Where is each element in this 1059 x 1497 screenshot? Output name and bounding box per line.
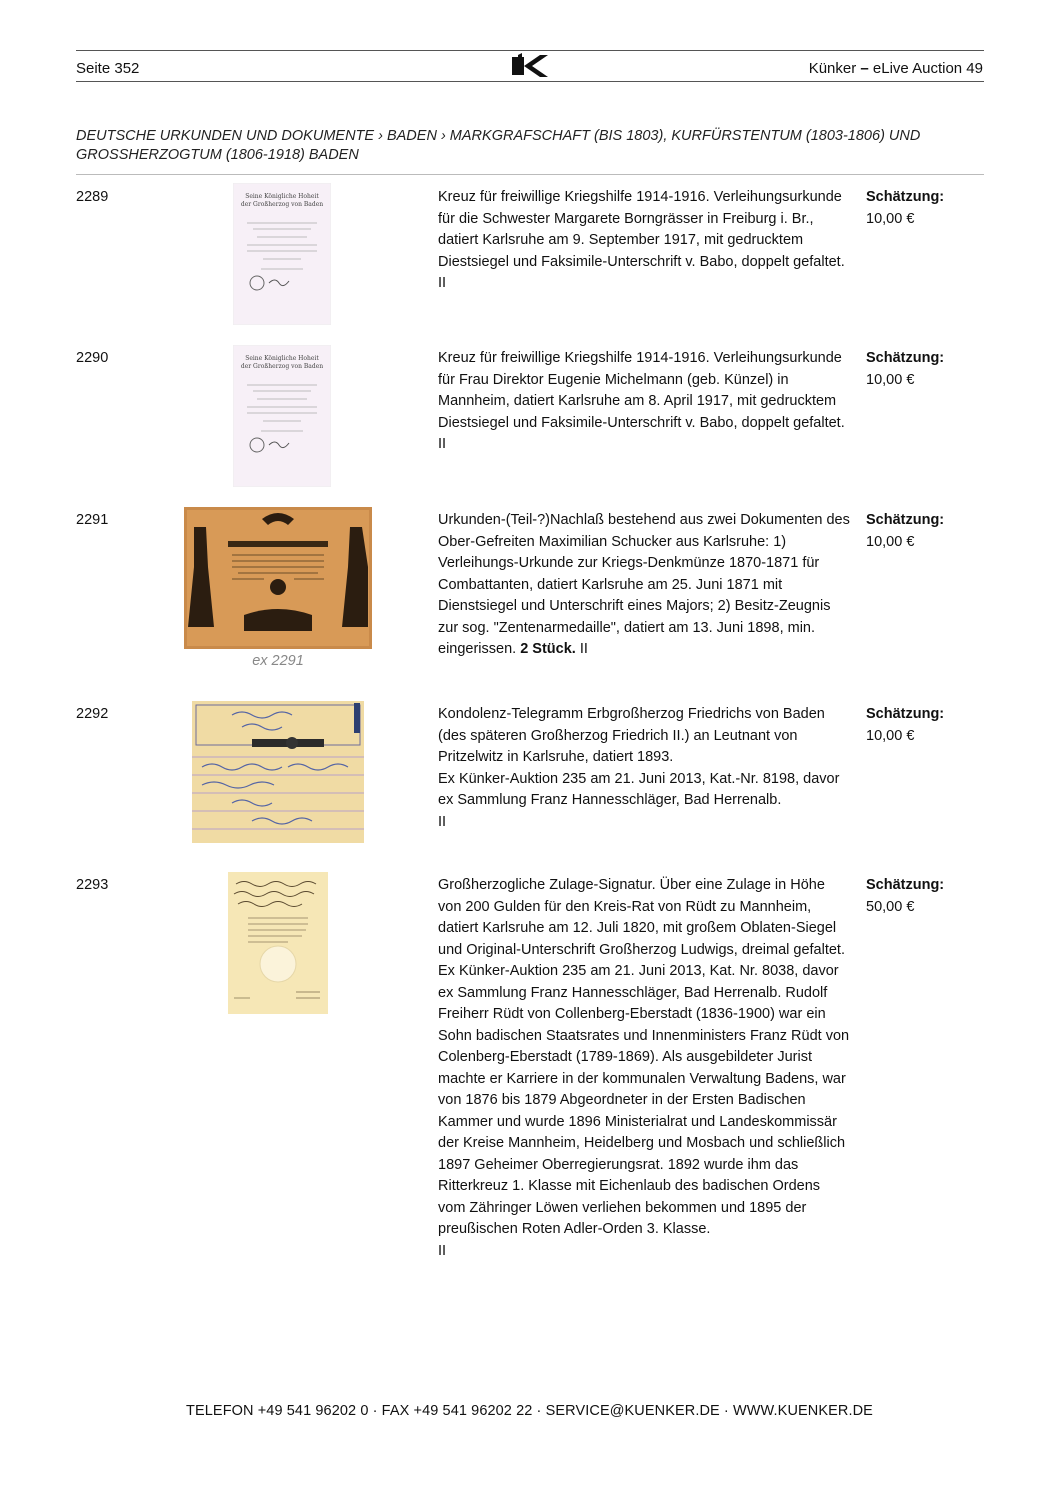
- doc-heading-2: der Großherzog von Baden: [240, 201, 324, 208]
- lot-description: Kreuz für freiwillige Kriegshilfe 1914-1916. Verleihungsurkunde für Frau Direktor Eugenie Michelmann (geb. Künzel) in Mannheim, datiert Karlsruhe am 8. April 1917, mit gedrucktem Diestsiegel und Faksimile-Unterschrift v. Babo, doppelt gefaltet. II: [438, 350, 845, 452]
- doc-heading-1: Seine Königliche Hoheit: [245, 355, 319, 362]
- lot-description-line: Ex Künker-Auktion 235 am 21. Juni 2013, Kat.-Nr. 8198, davor ex Sammlung Franz Hannesschläger, Bad Herrenalb.: [438, 770, 840, 808]
- breadcrumb: DEUTSCHE URKUNDEN UND DOKUMENTE › BADEN › MARKGRAFSCHAFT (BIS 1803), KURFÜRSTENTUM (1803-1806) UND GROSSHERZOGTUM (1806-1918) BADEN: [76, 128, 921, 163]
- auction-title-suffix: eLive Auction 49: [872, 60, 983, 77]
- header-bottom-rule: [76, 81, 984, 82]
- lot-number: 2292: [76, 706, 109, 722]
- lot-estimate: [866, 510, 976, 553]
- lot-image-2292: [192, 701, 364, 843]
- page-number: Seite 352: [76, 60, 140, 77]
- estimate-value: 50,00 €: [866, 898, 915, 915]
- lot-estimate: [866, 187, 976, 230]
- lot-description-line: Kondolenz-Telegramm Erbgroßherzog Friedrichs von Baden (des späteren Großherzog Friedrich II.) an Leutnant von Pritzelwitz in Karlsruhe, datiert 1893.: [438, 706, 825, 765]
- lot-image-2290: [233, 345, 331, 487]
- estimate-value: 10,00 €: [866, 727, 915, 744]
- lot-estimate: [866, 704, 976, 747]
- estimate-label: Schätzung:: [866, 706, 945, 722]
- breadcrumb-rule: [76, 174, 984, 175]
- auction-title: [809, 58, 983, 80]
- lot-description-line: Ex Künker-Auktion 235 am 21. Juni 2013, Kat. Nr. 8038, davor ex Sammlung Franz Hannesschläger, Bad Herrenalb. Rudolf Freiherr Rüdt von Collenberg-Eberstadt (1836-1900) war ein Sohn badischen Staatsrates und Innenministers Franz Rüdt von Colenberg-Eberstadt (1789-1869). Als ausgebildeter Jurist machte er Karriere in der kommunalen Verwaltung Badens, war von 1876 bis 1879 Abgeordneter in der Ersten Badischen Kammer und wurde 1896 Ministerialrat und Landeskommissär der Kreise Mannheim, Heidelberg und Mosbach und schließlich 1897 Geheimer Oberregierungsrat. 1892 wurde ihm das Ritterkreuz 1. Klasse mit Eichenlaub des badischen Ordens vom Zähringer Löwen verliehen bekommen und 1895 der preußischen Roten Adler-Orden 3. Klasse.: [438, 963, 850, 1237]
- lot-estimate: [866, 348, 976, 391]
- estimate-value: 10,00 €: [866, 371, 915, 388]
- doc-heading-1: Seine Königliche Hoheit: [245, 193, 319, 200]
- estimate-value: 10,00 €: [866, 210, 915, 227]
- estimate-label: Schätzung:: [866, 350, 945, 366]
- lot-quantity: 2 Stück.: [520, 641, 576, 657]
- estimate-label: Schätzung:: [866, 189, 945, 205]
- lot-image-2291: [184, 507, 372, 649]
- lot-number: 2291: [76, 512, 109, 528]
- lot-description: [438, 704, 850, 833]
- estimate-label: Schätzung:: [866, 512, 945, 528]
- lot-number: 2290: [76, 350, 109, 366]
- estimate-value: 10,00 €: [866, 533, 915, 550]
- estimate-label: Schätzung:: [866, 877, 945, 893]
- lot-image-2289: [233, 183, 331, 325]
- image-caption: ex 2291: [252, 653, 304, 669]
- lot-description: Kreuz für freiwillige Kriegshilfe 1914-1916. Verleihungsurkunde für die Schwester Margarete Borngrässer in Freiburg i. Br., datiert Karlsruhe am 9. September 1917, mit gedrucktem Diestsiegel und Faksimile-Unterschrift v. Babo, doppelt gefaltet. II: [438, 189, 845, 291]
- kuenker-logo-icon: [510, 53, 552, 79]
- doc-heading-2: der Großherzog von Baden: [240, 363, 324, 370]
- lot-number: 2289: [76, 189, 109, 205]
- lot-description-line: II: [438, 1242, 447, 1259]
- auction-title-dash: –: [856, 60, 873, 77]
- lot-estimate: [866, 875, 976, 918]
- header-top-rule: [76, 50, 984, 51]
- lot-description-line: II: [438, 813, 447, 830]
- footer-contact: TELEFON +49 541 96202 0 · FAX +49 541 96202 22 · SERVICE@KUENKER.DE · WWW.KUENKER.DE: [186, 1403, 873, 1419]
- lot-grade: II: [579, 641, 588, 657]
- lot-description: [438, 510, 850, 661]
- lot-description: [438, 875, 850, 1262]
- lot-description-line: Großherzogliche Zulage-Signatur. Über eine Zulage in Höhe von 200 Gulden für den Kreis-Rat von Rüdt zu Mannheim, datiert Karlsruhe am 12. Juli 1820, mit großem Oblaten-Siegel und Original-Unterschrift Großherzog Ludwigs, dreimal gefaltet.: [438, 877, 845, 958]
- lot-image-2293: [228, 872, 328, 1014]
- auction-title-prefix: Künker: [808, 60, 857, 77]
- lot-number: 2293: [76, 877, 109, 893]
- lot-description-main: Urkunden-(Teil-?)Nachlaß bestehend aus zwei Dokumenten des Ober-Gefreiten Maximilian Schucker aus Karlsruhe: 1) Verleihungs-Urkunde zur Kriegs-Denkmünze 1870-1871 für Combattanten, datiert Karlsruhe am 25. Juni 1871 mit Dienstsiegel und Unterschrift eines Majors; 2) Besitz-Zeugnis zur sog. "Zentenarmedaille", datiert am 13. Juni 1898, min. eingerissen.: [438, 512, 850, 657]
